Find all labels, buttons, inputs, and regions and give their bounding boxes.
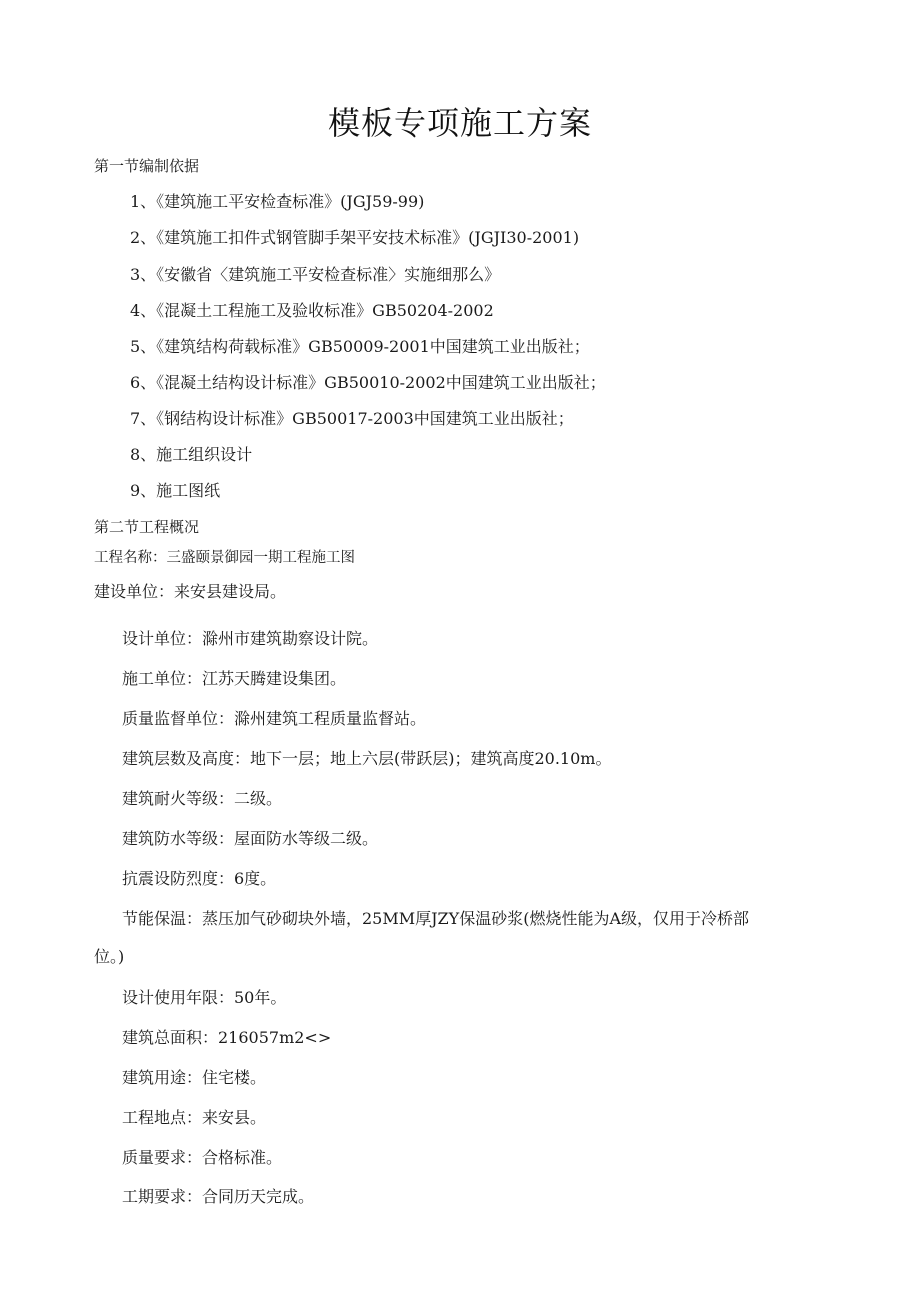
basis-item-8: 8、施工组织设计 <box>130 445 253 464</box>
detail-line-quality-requirement: 质量要求：合格标准。 <box>122 1148 283 1167</box>
detail-line-fire-rating: 建筑耐火等级：二级。 <box>122 789 283 808</box>
project-name: 工程名称：三盛颐景御园一期工程施工图 <box>94 550 355 566</box>
basis-item-2: 2、《建筑施工扣件式钢管脚手架平安技术标准》(JGJI30-2001) <box>130 228 580 247</box>
detail-line-quality-supervision: 质量监督单位：滁州建筑工程质量监督站。 <box>122 709 427 728</box>
detail-line-energy-saving: 节能保温：蒸压加气砂砌块外墙，25MM厚JZY保温砂浆(燃烧性能为A级，仅用于冷桥部 <box>122 909 750 928</box>
builder-unit: 建设单位：来安县建设局。 <box>94 582 287 601</box>
section-heading-basis: 第一节编制依据 <box>94 157 200 175</box>
basis-item-6: 6、《混凝土结构设计标准》GB50010-2002中国建筑工业出版社； <box>130 373 606 392</box>
basis-item-3: 3、《安徽省〈建筑施工平安检查标准〉实施细那么》 <box>130 265 501 284</box>
document-title: 模板专项施工方案 <box>327 104 592 142</box>
detail-line-waterproof-rating: 建筑防水等级：屋面防水等级二级。 <box>122 829 379 848</box>
section-heading-overview: 第二节工程概况 <box>94 518 200 536</box>
detail-line-energy-saving-cont: 位。) <box>94 947 125 966</box>
basis-item-7: 7、《钢结构设计标准》GB50017-2003中国建筑工业出版社； <box>130 409 574 428</box>
detail-line-seismic: 抗震设防烈度：6度。 <box>122 869 277 888</box>
detail-line-total-area: 建筑总面积：216057m2<> <box>122 1028 332 1047</box>
basis-item-5: 5、《建筑结构荷载标准》GB50009-2001中国建筑工业出版社； <box>130 337 590 356</box>
detail-line-location: 工程地点：来安县。 <box>122 1108 267 1127</box>
detail-line-floors-height: 建筑层数及高度：地下一层；地上六层(带跃层)；建筑高度20.10m。 <box>122 749 612 768</box>
detail-line-usage: 建筑用途：住宅楼。 <box>122 1068 267 1087</box>
detail-line-design-unit: 设计单位：滁州市建筑勘察设计院。 <box>122 629 379 648</box>
detail-line-schedule: 工期要求：合同历天完成。 <box>122 1187 315 1206</box>
detail-line-service-life: 设计使用年限：50年。 <box>122 988 287 1007</box>
detail-line-construction-unit: 施工单位：江苏天腾建设集团。 <box>122 669 347 688</box>
basis-item-1: 1、《建筑施工平安检查标准》(JGJ59-99) <box>130 192 425 211</box>
basis-item-4: 4、《混凝土工程施工及验收标准》GB50204-2002 <box>130 301 494 320</box>
basis-item-9: 9、施工图纸 <box>130 481 221 500</box>
